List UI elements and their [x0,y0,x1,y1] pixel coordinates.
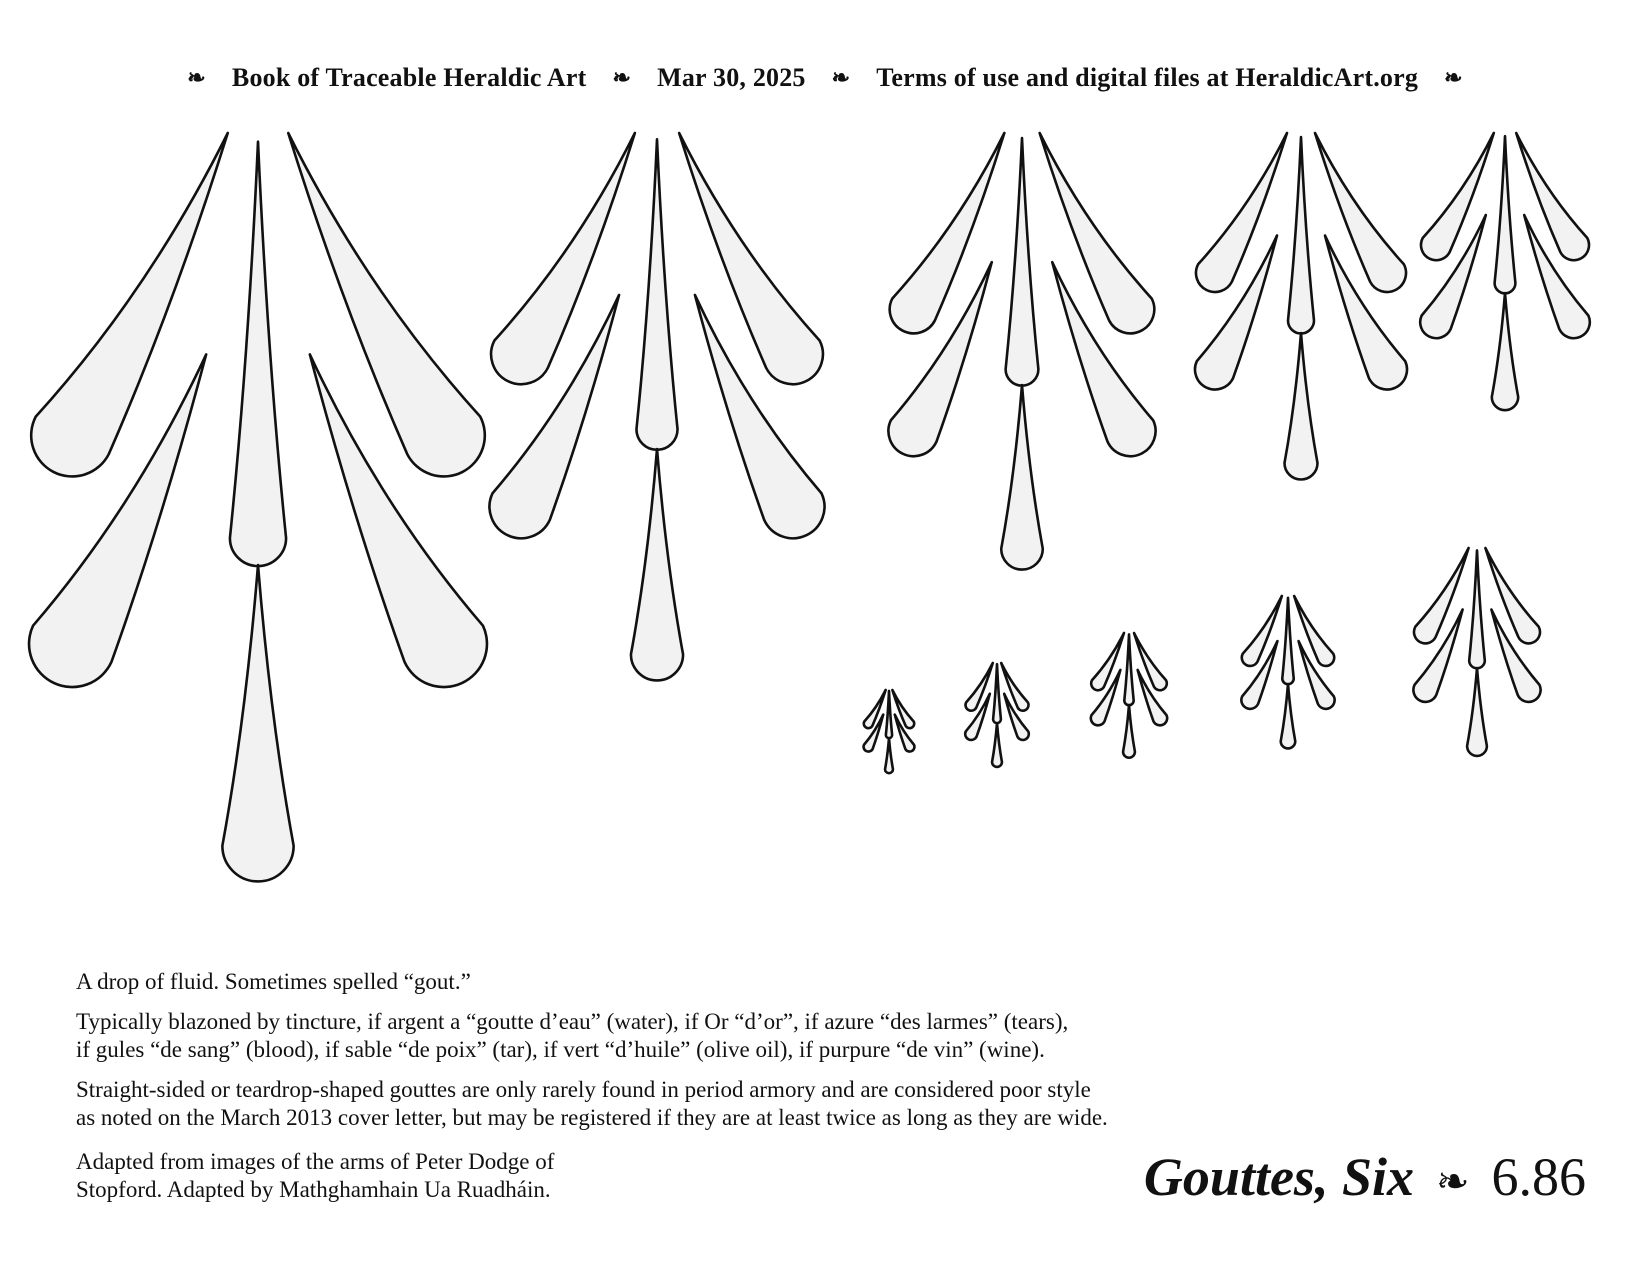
description [76,968,1276,1144]
gouttes-group [1195,133,1407,480]
gouttes-group [1241,596,1334,748]
goutte-shape [288,133,485,476]
ornament-leaf-icon: ❧ [1435,1159,1470,1204]
goutte-shape [1288,137,1314,334]
ornament-leaf-icon: ❧ [1444,65,1463,90]
goutte-shape [1134,633,1167,690]
goutte-shape [1242,596,1282,666]
plate-title [1144,1146,1586,1208]
goutte-shape [679,133,823,384]
gouttes-group [490,133,825,680]
goutte-shape [1421,133,1494,260]
goutte-shape [631,449,683,680]
goutte-shape [31,133,228,476]
goutte-shape [890,133,1005,333]
goutte-shape [636,139,677,449]
header-date: Mar 30, 2025 [657,63,806,92]
goutte-shape [1492,293,1518,410]
goutte-shape [1469,550,1485,668]
gouttes-group [1091,633,1167,758]
style-note-text: Straight-sided or teardrop-shaped gouttes are only rarely found in period armory and are considered poor style as noted on the March 2013 cover letter, but may be registered if they are at least twice as long as they are wide. [76,1077,1108,1130]
book-title: Book of Traceable Heraldic Art [231,63,587,92]
goutte-shape [222,565,293,881]
ornament-leaf-icon: ❧ [187,65,206,90]
plate-number: 6.86 [1491,1147,1586,1207]
ornament-leaf-icon: ❧ [612,65,632,90]
goutte-shape [1495,136,1516,293]
goutte-shape [1485,548,1540,643]
ornament-leaf-icon: ❧ [831,65,851,90]
plate-name: Gouttes, Six [1143,1147,1414,1207]
goutte-shape [1516,133,1589,260]
goutte-shape [1001,663,1028,711]
goutte-shape [1282,598,1293,684]
goutte-shape [491,133,635,384]
goutte-shape [1123,705,1135,758]
goutte-shape [230,142,286,566]
gouttes-group [1420,133,1590,410]
goutte-shape [1196,133,1287,292]
gouttes-group [965,663,1029,767]
definition-text: A drop of fluid. Sometimes spelled “gout.” [76,969,471,994]
goutte-shape [965,663,992,711]
goutte-shape [1001,385,1043,570]
goutte-shape [993,664,1001,723]
tinctures-text: Typically blazoned by tincture, if argent a “goutte d’eau” (water), if Or “d’or”, if azure “des larmes” (tears), if gules “de sang” (blood), if sable “de poix” (tar), if vert “d’huile” (olive oil), if purpure “de vin” (wine). [76,1009,1069,1062]
credits-text: Adapted from images of the arms of Peter Dodge of Stopford. Adapted by Mathghamhain Ua Ruadháin. [76,1149,555,1202]
goutte-shape [1285,333,1318,480]
goutte-shape [1040,133,1155,333]
gouttes-group [864,690,915,773]
goutte-shape [1467,668,1487,756]
goutte-shape [992,723,1002,767]
goutte-shape [1294,596,1334,666]
goutte-shape [1124,634,1133,705]
goutte-shape [886,691,892,738]
terms-of-use: Terms of use and digital files at HeraldicArt.org [876,63,1419,92]
goutte-shape [885,738,893,773]
gouttes-group [1413,548,1540,756]
goutte-shape [1091,633,1124,690]
gouttes-group [888,133,1155,570]
goutte-shape [1006,138,1039,386]
gouttes-group [29,133,487,881]
goutte-shape [1281,684,1296,748]
goutte-shape [1315,133,1406,292]
goutte-shape [1414,548,1469,643]
